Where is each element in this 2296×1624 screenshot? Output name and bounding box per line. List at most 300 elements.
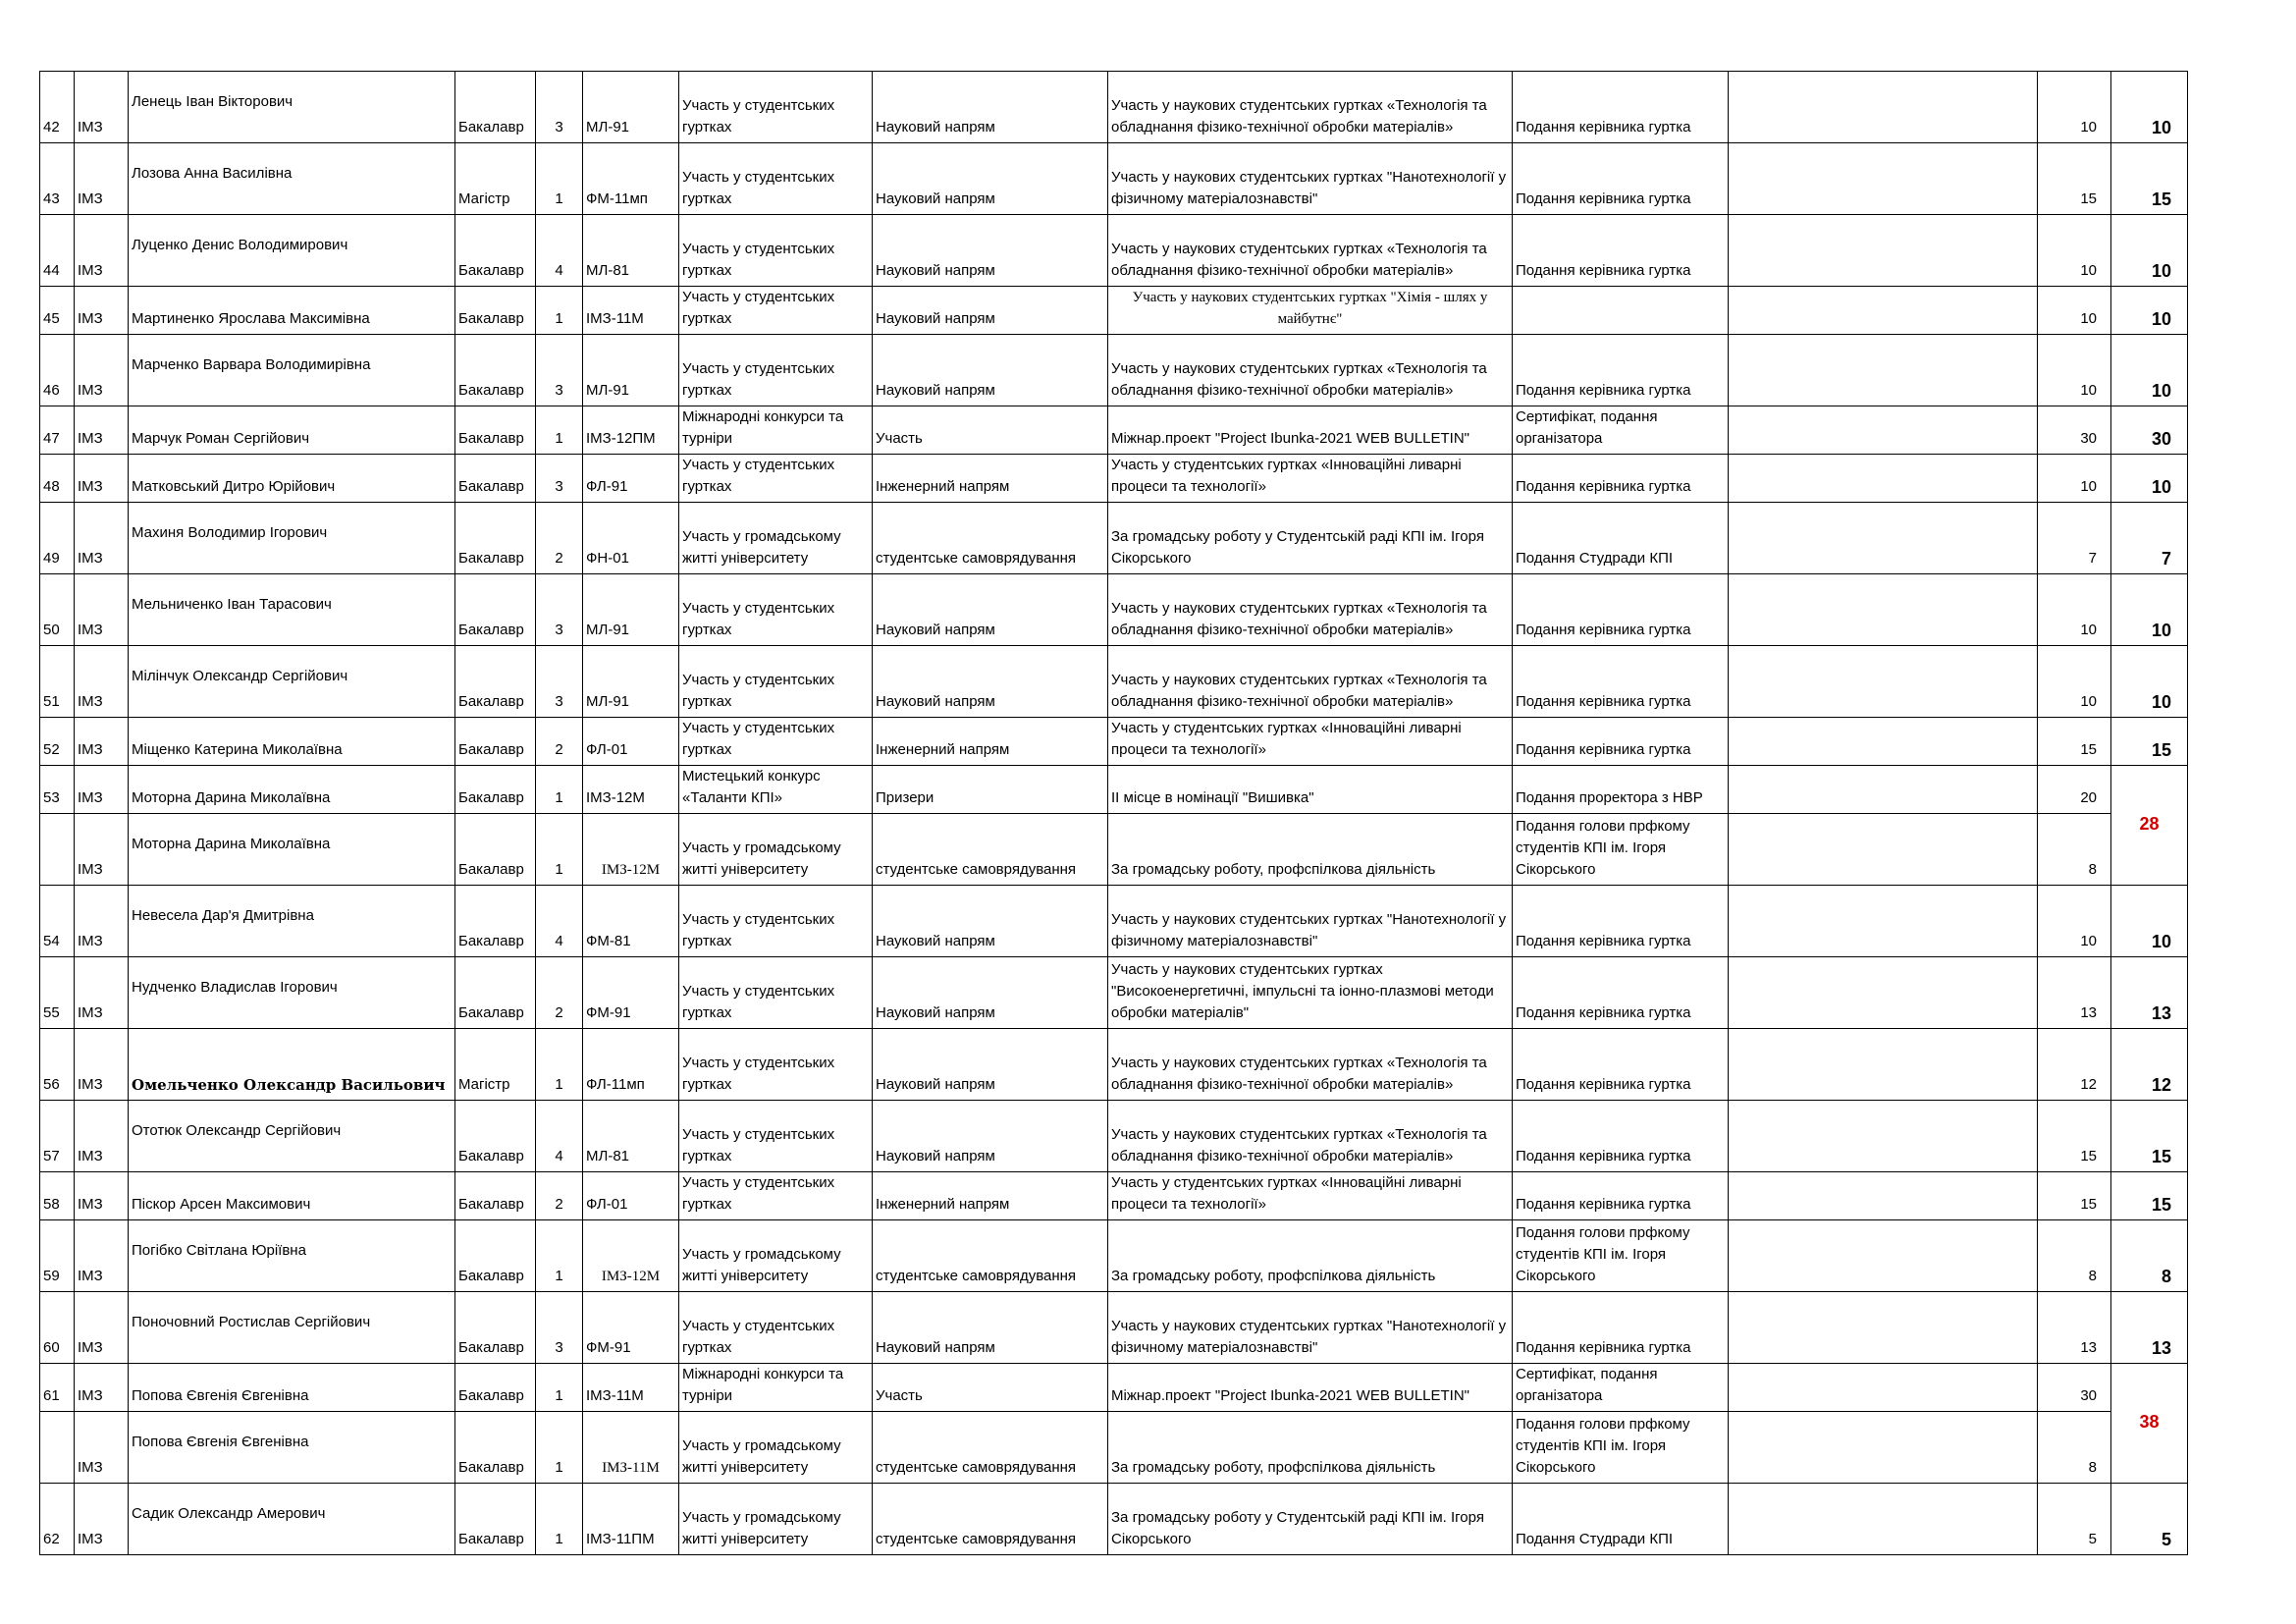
activity-description: За громадську роботу у Студентській раді КПІ ім. Ігоря Сікорського <box>1108 503 1513 574</box>
activity-type: Участь у студентських гуртках <box>679 215 873 287</box>
group-cell: ІМЗ-12М <box>583 766 679 814</box>
activity-description: За громадську роботу у Студентській раді КПІ ім. Ігоря Сікорського <box>1108 1484 1513 1555</box>
activity-description: Участь у наукових студентських гуртках «Технологія та обладнання фізико-технічної обробки матеріалів» <box>1108 1101 1513 1172</box>
score-cell: 15 <box>2038 1101 2111 1172</box>
score-cell: 10 <box>2038 455 2111 503</box>
rating-table <box>39 71 2198 1555</box>
activity-direction: Участь <box>873 1364 1108 1412</box>
faculty-cell: ІМЗ <box>75 1220 129 1292</box>
activity-direction: Науковий напрям <box>873 1292 1108 1364</box>
row-number: 53 <box>40 766 75 814</box>
confirmation-cell: Подання голови прфкому студентів КПІ ім. Ігоря Сікорського <box>1513 814 1729 886</box>
degree-cell: Бакалавр <box>455 1172 536 1220</box>
row-number: 44 <box>40 215 75 287</box>
total-score: 10 <box>2111 287 2188 335</box>
course-cell: 4 <box>536 215 583 287</box>
faculty-cell: ІМЗ <box>75 718 129 766</box>
row-number: 48 <box>40 455 75 503</box>
activity-description: За громадську роботу, профспілкова діяльність <box>1108 814 1513 886</box>
confirmation-cell: Подання проректора з НВР <box>1513 766 1729 814</box>
activity-direction: Науковий напрям <box>873 287 1108 335</box>
faculty-cell: ІМЗ <box>75 957 129 1029</box>
score-cell: 15 <box>2038 1172 2111 1220</box>
activity-direction: Науковий напрям <box>873 957 1108 1029</box>
edge-cell <box>2188 335 2198 406</box>
edge-cell <box>2188 215 2198 287</box>
degree-cell: Бакалавр <box>455 646 536 718</box>
activity-description: Участь у наукових студентських гуртках "Нанотехнології у фізичному матеріалознавстві" <box>1108 1292 1513 1364</box>
degree-cell: Бакалавр <box>455 72 536 143</box>
student-name: Матковський Дитро Юрійович <box>129 455 455 503</box>
group-cell: МЛ-91 <box>583 72 679 143</box>
table-row <box>40 1484 2198 1555</box>
activity-direction: Науковий напрям <box>873 143 1108 215</box>
group-cell: ІМЗ-12М <box>583 1220 679 1292</box>
activity-type: Участь у студентських гуртках <box>679 335 873 406</box>
faculty-cell: ІМЗ <box>75 766 129 814</box>
table-row <box>40 814 2198 886</box>
total-score: 13 <box>2111 957 2188 1029</box>
note-cell <box>1729 718 2038 766</box>
row-number: 57 <box>40 1101 75 1172</box>
score-cell: 12 <box>2038 1029 2111 1101</box>
activity-type: Участь у студентських гуртках <box>679 72 873 143</box>
note-cell <box>1729 215 2038 287</box>
course-cell: 1 <box>536 766 583 814</box>
student-name: Міщенко Катерина Миколаївна <box>129 718 455 766</box>
degree-cell: Бакалавр <box>455 1412 536 1484</box>
group-cell: МЛ-81 <box>583 1101 679 1172</box>
edge-cell <box>2188 1412 2198 1484</box>
edge-cell <box>2188 1292 2198 1364</box>
note-cell <box>1729 1292 2038 1364</box>
total-score: 15 <box>2111 143 2188 215</box>
note-cell <box>1729 1484 2038 1555</box>
table-row <box>40 455 2198 503</box>
activity-type: Міжнародні конкурси та турніри <box>679 406 873 455</box>
confirmation-cell: Подання керівника гуртка <box>1513 143 1729 215</box>
course-cell: 1 <box>536 1364 583 1412</box>
activity-direction: Інженерний напрям <box>873 1172 1108 1220</box>
degree-cell: Бакалавр <box>455 886 536 957</box>
group-cell: ФН-01 <box>583 503 679 574</box>
row-number: 59 <box>40 1220 75 1292</box>
course-cell: 2 <box>536 957 583 1029</box>
edge-cell <box>2188 406 2198 455</box>
activity-type: Участь у студентських гуртках <box>679 455 873 503</box>
student-name: Махиня Володимир Ігорович <box>129 503 455 574</box>
activity-type: Участь у студентських гуртках <box>679 1172 873 1220</box>
confirmation-cell: Подання керівника гуртка <box>1513 886 1729 957</box>
edge-cell <box>2188 1029 2198 1101</box>
group-cell: ФЛ-01 <box>583 1172 679 1220</box>
row-number <box>40 1412 75 1484</box>
activity-type: Участь у студентських гуртках <box>679 143 873 215</box>
course-cell: 1 <box>536 1412 583 1484</box>
row-number: 51 <box>40 646 75 718</box>
score-cell: 10 <box>2038 215 2111 287</box>
activity-description: Участь у наукових студентських гуртках "Високоенергетичні, імпульсні та іонно-плазмові методи обробки матеріалів" <box>1108 957 1513 1029</box>
degree-cell: Бакалавр <box>455 406 536 455</box>
score-cell: 5 <box>2038 1484 2111 1555</box>
score-cell: 8 <box>2038 814 2111 886</box>
course-cell: 3 <box>536 646 583 718</box>
faculty-cell: ІМЗ <box>75 215 129 287</box>
degree-cell: Бакалавр <box>455 455 536 503</box>
activity-direction: Науковий напрям <box>873 72 1108 143</box>
table-row <box>40 287 2198 335</box>
score-cell: 7 <box>2038 503 2111 574</box>
row-number: 62 <box>40 1484 75 1555</box>
total-score: 5 <box>2111 1484 2188 1555</box>
score-cell: 13 <box>2038 957 2111 1029</box>
table-row <box>40 1364 2198 1412</box>
course-cell: 3 <box>536 72 583 143</box>
total-score: 10 <box>2111 574 2188 646</box>
activity-description: Участь у наукових студентських гуртках «Технологія та обладнання фізико-технічної обробки матеріалів» <box>1108 646 1513 718</box>
total-score: 38 <box>2111 1364 2188 1484</box>
score-cell: 10 <box>2038 72 2111 143</box>
activity-direction: Участь <box>873 406 1108 455</box>
table-row <box>40 1172 2198 1220</box>
row-number: 58 <box>40 1172 75 1220</box>
confirmation-cell: Подання керівника гуртка <box>1513 335 1729 406</box>
confirmation-cell: Подання голови прфкому студентів КПІ ім. Ігоря Сікорського <box>1513 1220 1729 1292</box>
note-cell <box>1729 455 2038 503</box>
total-score: 30 <box>2111 406 2188 455</box>
score-cell: 8 <box>2038 1412 2111 1484</box>
note-cell <box>1729 1172 2038 1220</box>
score-cell: 20 <box>2038 766 2111 814</box>
confirmation-cell: Подання керівника гуртка <box>1513 215 1729 287</box>
activity-type: Участь у студентських гуртках <box>679 718 873 766</box>
total-score: 7 <box>2111 503 2188 574</box>
activity-type: Мистецький конкурс «Таланти КПІ» <box>679 766 873 814</box>
confirmation-cell: Подання керівника гуртка <box>1513 455 1729 503</box>
confirmation-cell: Подання керівника гуртка <box>1513 1292 1729 1364</box>
faculty-cell: ІМЗ <box>75 1101 129 1172</box>
student-name: Ленець Іван Вікторович <box>129 72 455 143</box>
student-name: Садик Олександр Амерович <box>129 1484 455 1555</box>
group-cell: ФМ-11мп <box>583 143 679 215</box>
faculty-cell: ІМЗ <box>75 1484 129 1555</box>
student-name: Мельниченко Іван Тарасович <box>129 574 455 646</box>
faculty-cell: ІМЗ <box>75 1364 129 1412</box>
note-cell <box>1729 1364 2038 1412</box>
degree-cell: Бакалавр <box>455 503 536 574</box>
degree-cell: Магістр <box>455 1029 536 1101</box>
note-cell <box>1729 1412 2038 1484</box>
total-score: 13 <box>2111 1292 2188 1364</box>
activity-type: Участь у студентських гуртках <box>679 1029 873 1101</box>
course-cell: 1 <box>536 1029 583 1101</box>
table-row <box>40 143 2198 215</box>
student-name: Моторна Дарина Миколаївна <box>129 814 455 886</box>
faculty-cell: ІМЗ <box>75 574 129 646</box>
activity-direction: Науковий напрям <box>873 574 1108 646</box>
confirmation-cell: Подання керівника гуртка <box>1513 718 1729 766</box>
degree-cell: Бакалавр <box>455 1364 536 1412</box>
faculty-cell: ІМЗ <box>75 503 129 574</box>
row-number: 56 <box>40 1029 75 1101</box>
table-row <box>40 406 2198 455</box>
course-cell: 4 <box>536 886 583 957</box>
row-number <box>40 814 75 886</box>
faculty-cell: ІМЗ <box>75 1029 129 1101</box>
confirmation-cell: Подання голови прфкому студентів КПІ ім. Ігоря Сікорського <box>1513 1412 1729 1484</box>
student-name: Марченко Варвара Володимирівна <box>129 335 455 406</box>
degree-cell: Бакалавр <box>455 718 536 766</box>
activity-type: Участь у студентських гуртках <box>679 1292 873 1364</box>
edge-cell <box>2188 886 2198 957</box>
activity-type: Участь у студентських гуртках <box>679 574 873 646</box>
activity-direction: Науковий напрям <box>873 215 1108 287</box>
student-name: Невесела Дар'я Дмитрівна <box>129 886 455 957</box>
student-name: Попова Євгенія Євгенівна <box>129 1364 455 1412</box>
total-score: 10 <box>2111 886 2188 957</box>
table-row <box>40 766 2198 814</box>
row-number: 46 <box>40 335 75 406</box>
activity-description: За громадську роботу, профспілкова діяльність <box>1108 1220 1513 1292</box>
faculty-cell: ІМЗ <box>75 406 129 455</box>
degree-cell: Бакалавр <box>455 335 536 406</box>
activity-type: Участь у студентських гуртках <box>679 957 873 1029</box>
faculty-cell: ІМЗ <box>75 1292 129 1364</box>
faculty-cell: ІМЗ <box>75 814 129 886</box>
edge-cell <box>2188 957 2198 1029</box>
faculty-cell: ІМЗ <box>75 1172 129 1220</box>
activity-type: Міжнародні конкурси та турніри <box>679 1364 873 1412</box>
activity-direction: Науковий напрям <box>873 1101 1108 1172</box>
degree-cell: Бакалавр <box>455 1292 536 1364</box>
note-cell <box>1729 406 2038 455</box>
group-cell: ІМЗ-11ПМ <box>583 1484 679 1555</box>
student-name: Мілінчук Олександр Сергійович <box>129 646 455 718</box>
row-number: 54 <box>40 886 75 957</box>
course-cell: 3 <box>536 1292 583 1364</box>
score-cell: 10 <box>2038 335 2111 406</box>
activity-description: Участь у студентських гуртках «Інноваційні ливарні процеси та технології» <box>1108 718 1513 766</box>
student-name: Попова Євгенія Євгенівна <box>129 1412 455 1484</box>
table-row <box>40 646 2198 718</box>
note-cell <box>1729 503 2038 574</box>
activity-type: Участь у громадському житті університету <box>679 1412 873 1484</box>
course-cell: 3 <box>536 574 583 646</box>
edge-cell <box>2188 72 2198 143</box>
activity-type: Участь у громадському житті університету <box>679 503 873 574</box>
faculty-cell: ІМЗ <box>75 335 129 406</box>
score-cell: 30 <box>2038 1364 2111 1412</box>
course-cell: 1 <box>536 1220 583 1292</box>
confirmation-cell: Подання Студради КПІ <box>1513 1484 1729 1555</box>
degree-cell: Бакалавр <box>455 1220 536 1292</box>
score-cell: 10 <box>2038 646 2111 718</box>
faculty-cell: ІМЗ <box>75 72 129 143</box>
confirmation-cell: Сертифікат, подання організатора <box>1513 1364 1729 1412</box>
activity-description: Участь у наукових студентських гуртках «Технологія та обладнання фізико-технічної обробки матеріалів» <box>1108 72 1513 143</box>
score-cell: 10 <box>2038 287 2111 335</box>
edge-cell <box>2188 1220 2198 1292</box>
table-row <box>40 886 2198 957</box>
student-name: Омельченко Олександр Васильович <box>129 1029 455 1101</box>
row-number: 43 <box>40 143 75 215</box>
faculty-cell: ІМЗ <box>75 287 129 335</box>
table-row <box>40 215 2198 287</box>
activity-direction: студентське самоврядування <box>873 1412 1108 1484</box>
confirmation-cell: Подання керівника гуртка <box>1513 1172 1729 1220</box>
group-cell: ІМЗ-11М <box>583 287 679 335</box>
activity-description: Участь у студентських гуртках «Інноваційні ливарні процеси та технології» <box>1108 1172 1513 1220</box>
table-row <box>40 1029 2198 1101</box>
edge-cell <box>2188 1101 2198 1172</box>
activity-direction: студентське самоврядування <box>873 503 1108 574</box>
note-cell <box>1729 335 2038 406</box>
course-cell: 3 <box>536 335 583 406</box>
confirmation-cell: Подання керівника гуртка <box>1513 72 1729 143</box>
note-cell <box>1729 1220 2038 1292</box>
activity-description: Участь у наукових студентських гуртках «Технологія та обладнання фізико-технічної обробки матеріалів» <box>1108 574 1513 646</box>
group-cell: ІМЗ-11М <box>583 1412 679 1484</box>
table-body <box>40 72 2198 1555</box>
confirmation-cell <box>1513 287 1729 335</box>
activity-description: Участь у наукових студентських гуртках «Технологія та обладнання фізико-технічної обробки матеріалів» <box>1108 215 1513 287</box>
score-cell: 8 <box>2038 1220 2111 1292</box>
score-cell: 30 <box>2038 406 2111 455</box>
group-cell: ІМЗ-12ПМ <box>583 406 679 455</box>
group-cell: МЛ-91 <box>583 335 679 406</box>
degree-cell: Бакалавр <box>455 574 536 646</box>
activity-direction: студентське самоврядування <box>873 814 1108 886</box>
group-cell: ІМЗ-11М <box>583 1364 679 1412</box>
table-row <box>40 957 2198 1029</box>
course-cell: 4 <box>536 1101 583 1172</box>
group-cell: ФЛ-91 <box>583 455 679 503</box>
row-number: 55 <box>40 957 75 1029</box>
activity-description: Участь у наукових студентських гуртках "Хімія - шлях у майбутнє" <box>1108 287 1513 335</box>
note-cell <box>1729 1029 2038 1101</box>
total-score: 10 <box>2111 646 2188 718</box>
total-score: 12 <box>2111 1029 2188 1101</box>
group-cell: ФЛ-01 <box>583 718 679 766</box>
note-cell <box>1729 766 2038 814</box>
activity-description: Міжнар.проект "Project Ibunka-2021 WEB BULLETIN" <box>1108 406 1513 455</box>
row-number: 50 <box>40 574 75 646</box>
activity-direction: Науковий напрям <box>873 1029 1108 1101</box>
table-row <box>40 72 2198 143</box>
activity-type: Участь у студентських гуртках <box>679 646 873 718</box>
edge-cell <box>2188 766 2198 814</box>
faculty-cell: ІМЗ <box>75 646 129 718</box>
note-cell <box>1729 1101 2038 1172</box>
edge-cell <box>2188 143 2198 215</box>
faculty-cell: ІМЗ <box>75 143 129 215</box>
activity-description: Участь у наукових студентських гуртках «Технологія та обладнання фізико-технічної обробки матеріалів» <box>1108 335 1513 406</box>
course-cell: 3 <box>536 455 583 503</box>
student-name: Луценко Денис Володимирович <box>129 215 455 287</box>
activity-description: За громадську роботу, профспілкова діяльність <box>1108 1412 1513 1484</box>
note-cell <box>1729 143 2038 215</box>
group-cell: ІМЗ-12М <box>583 814 679 886</box>
table-row <box>40 1412 2198 1484</box>
degree-cell: Бакалавр <box>455 287 536 335</box>
activity-type: Участь у громадському житті університету <box>679 814 873 886</box>
total-score: 15 <box>2111 1101 2188 1172</box>
degree-cell: Бакалавр <box>455 957 536 1029</box>
edge-cell <box>2188 503 2198 574</box>
total-score: 10 <box>2111 215 2188 287</box>
activity-direction: Науковий напрям <box>873 335 1108 406</box>
faculty-cell: ІМЗ <box>75 1412 129 1484</box>
course-cell: 2 <box>536 503 583 574</box>
row-number: 52 <box>40 718 75 766</box>
activity-direction: Інженерний напрям <box>873 718 1108 766</box>
student-name: Моторна Дарина Миколаївна <box>129 766 455 814</box>
degree-cell: Бакалавр <box>455 1484 536 1555</box>
edge-cell <box>2188 1364 2198 1412</box>
student-name: Погібко Світлана Юріївна <box>129 1220 455 1292</box>
activity-type: Участь у студентських гуртках <box>679 287 873 335</box>
total-score: 15 <box>2111 1172 2188 1220</box>
row-number: 42 <box>40 72 75 143</box>
group-cell: ФЛ-11мп <box>583 1029 679 1101</box>
confirmation-cell: Подання керівника гуртка <box>1513 1101 1729 1172</box>
activity-direction: Інженерний напрям <box>873 455 1108 503</box>
total-score: 10 <box>2111 335 2188 406</box>
course-cell: 1 <box>536 143 583 215</box>
edge-cell <box>2188 646 2198 718</box>
activity-direction: студентське самоврядування <box>873 1484 1108 1555</box>
table-row <box>40 1292 2198 1364</box>
table-row <box>40 574 2198 646</box>
row-number: 60 <box>40 1292 75 1364</box>
note-cell <box>1729 72 2038 143</box>
degree-cell: Бакалавр <box>455 1101 536 1172</box>
total-score: 15 <box>2111 718 2188 766</box>
row-number: 45 <box>40 287 75 335</box>
activity-direction: Призери <box>873 766 1108 814</box>
activity-description: Участь у наукових студентських гуртках «Технологія та обладнання фізико-технічної обробки матеріалів» <box>1108 1029 1513 1101</box>
degree-cell: Бакалавр <box>455 766 536 814</box>
note-cell <box>1729 886 2038 957</box>
degree-cell: Бакалавр <box>455 215 536 287</box>
edge-cell <box>2188 718 2198 766</box>
group-cell: МЛ-91 <box>583 646 679 718</box>
group-cell: ФМ-91 <box>583 1292 679 1364</box>
activity-description: Участь у студентських гуртках «Інноваційні ливарні процеси та технології» <box>1108 455 1513 503</box>
row-number: 61 <box>40 1364 75 1412</box>
score-cell: 10 <box>2038 574 2111 646</box>
student-name: Піскор Арсен Максимович <box>129 1172 455 1220</box>
degree-cell: Бакалавр <box>455 814 536 886</box>
note-cell <box>1729 646 2038 718</box>
activity-direction: студентське самоврядування <box>873 1220 1108 1292</box>
total-score: 28 <box>2111 766 2188 886</box>
edge-cell <box>2188 455 2198 503</box>
confirmation-cell: Подання Студради КПІ <box>1513 503 1729 574</box>
course-cell: 2 <box>536 718 583 766</box>
student-name: Поночовний Ростислав Сергійович <box>129 1292 455 1364</box>
student-name: Ототюк Олександр Сергійович <box>129 1101 455 1172</box>
edge-cell <box>2188 814 2198 886</box>
edge-cell <box>2188 1172 2198 1220</box>
table-row <box>40 503 2198 574</box>
degree-cell: Магістр <box>455 143 536 215</box>
course-cell: 1 <box>536 814 583 886</box>
activity-direction: Науковий напрям <box>873 886 1108 957</box>
score-cell: 13 <box>2038 1292 2111 1364</box>
row-number: 49 <box>40 503 75 574</box>
table-row <box>40 335 2198 406</box>
